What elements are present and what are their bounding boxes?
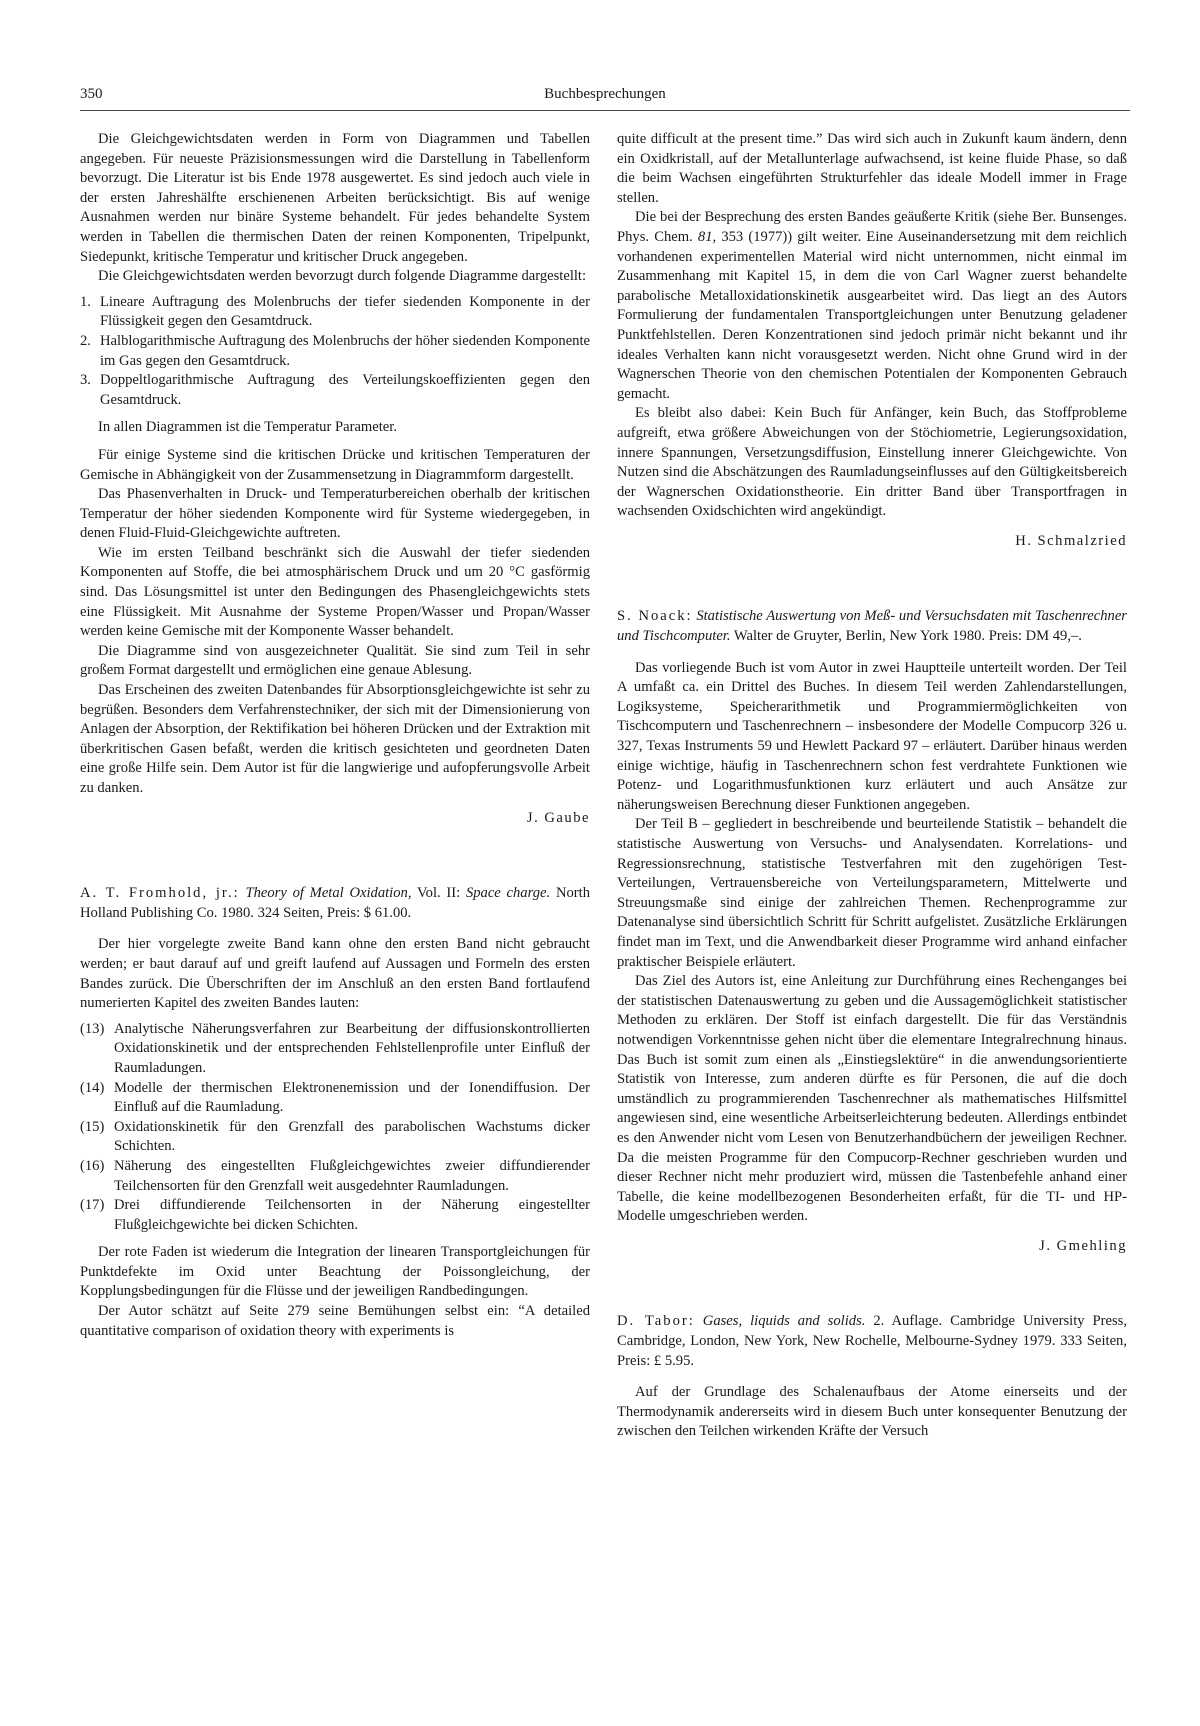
paragraph: In allen Diagrammen ist die Temperatur Parameter. [98,419,397,436]
list-item: (17) Drei diffundierende Teilchensorten in der Näherung eingestellter Flußgleichgewichte bei dicken Schichten. [80,1197,590,1233]
paragraph: Das Phasenverhalten in Druck- und Temperaturbereichen oberhalb der kritischen Temperatur der höher siedenden Komponente wird für Systeme wiedergegeben, in denen Fluid-Fluid-Gleichgewichte auftreten. [80,486,590,542]
book-title: Gases, liquids and solids. [702,1313,866,1330]
paragraph: Der rote Faden ist wiederum die Integration der linearen Transportgleichungen für Punktdefekte im Oxid unter Beachtung der Poissongleichung, der Kopplungsbedingungen für die Flüsse und der jeweiligen Randbedingungen. [80,1244,590,1300]
review-citation: A. T. Fromhold, jr.: Theory of Metal Oxidation, Vol. II: Space charge. North Holland Publishing Co. 1980. 324 Seiten, Preis: $ 61.00. [80,885,590,921]
paragraph: quite difficult at the present time.” Das wird sich auch in Zukunft kaum ändern, denn ein Oxidkristall, auf der Metallunterlage aufwachsend, ist keine fluide Phase, so daß die beim Wachsen eingeführten Strukturfehler das ideale Modell immer in Frage stellen. [617,131,1127,206]
right-column [617,130,1127,1442]
book-title: Theory of Metal Oxidation, [245,885,412,902]
paragraph: Der Teil B – gegliedert in beschreibende und beurteilende Statistik – behandelt die statistische Auswertung von Versuchs- und Analysendaten. Korrelations- und Regressionsrechnung, statistische Testverfahren mit den zugehörigen Test-Verteilungen, Vertrauensbereiche von Verteilungsparametern, Mittelwerte und Streuungsmaße sind einige der zahlreichen Themen. Rechenprogramme zur Datenanalyse sind übersichtlich Schritt für Schritt aufgelistet. Zusätzliche Erklärungen findet man im Text, und die Anwendbarkeit dieser Programme wird anhand einfacher praktischer Beispiele erläutert. [617,816,1127,970]
book-author: D. Tabor: [617,1313,695,1330]
list-item: 3. Doppeltlogarithmische Auftragung des Verteilungskoeffizienten gegen den Gesamtdruck. [80,372,590,408]
diagram-list [80,293,590,411]
chapter-list [80,1020,590,1236]
list-item: (15) Oxidationskinetik für den Grenzfall des parabolischen Wachstums dicker Schichten. [80,1118,590,1155]
paragraph: Das vorliegende Buch ist vom Autor in zwei Hauptteile unterteilt worden. Der Teil A umfaßt ca. ein Drittel des Buches. In diesem Teil werden Zahlendarstellungen, Logiksysteme, Speicherarithmetik und Programmiermöglichkeiten von Tischcomputern und Taschenrechnern – insbesondere der Modelle Compucorp 326 u. 327, Texas Instruments 59 und Hewlett Packard 97 – erläutert. Darüber hinaus werden einige wichtige, häufig in Taschenrechnern schon fest verdrahtete Funktionen wie Potenz- und Logarithmusfunktionen kurz erläutert und auch Ansätze zur näherungsweisen Berechnung dieser Funktionen angegeben. [617,659,1127,813]
list-item: 1. Lineare Auftragung des Molenbruchs der tiefer siedenden Komponente in der Flüssigkeit gegen den Gesamtdruck. [80,293,590,330]
paragraph: Das Erscheinen des zweiten Datenbandes für Absorptionsgleichgewichte ist sehr zu begrüßen. Besonders dem Verfahrenstechniker, der sich mit der Dimensionierung von Anlagen der Absorption, der Rektifikation bei höheren Drücken und der Extraktion mit überkritischen Gasen befaßt, werden die kritisch gesichteten und geordneten Daten eine große Hilfe sein. Dem Autor ist für die langwierige und aufopferungsvolle Arbeit zu danken. [80,682,590,796]
book-author: A. T. Fromhold, jr.: [80,885,240,902]
paragraph: Wie im ersten Teilband beschränkt sich die Auswahl der tiefer siedenden Komponenten auf Stoffe, die bei atmosphärischem Druck und um 20 °C gasförmig sind. Das Lösungsmittel ist unter den Bedingungen des Phasengleichgewichts stets eine Flüssigkeit. Mit Ausnahme der Systeme Propen/Wasser und Propan/Wasser werden keine Gemische mit der Komponente Wasser behandelt. [80,544,590,640]
book-author: S. Noack: [617,608,693,625]
paragraph: Die Gleichgewichtsdaten werden in Form von Diagrammen und Tabellen angegeben. Für neueste Präzisionsmessungen wird die Darstellung in Tabellenform bevorzugt. Die Literatur ist bis Ende 1978 ausgewertet. Es sind jedoch auch viele in der ersten Jahreshälfte erschienenen Arbeiten berücksichtigt. Bis auf wenige Ausnahmen werden nur binäre Systeme behandelt. Für jedes behandelte System werden in Tabellen die thermischen Daten der reinen Komponenten, Tripelpunkt, Siedepunkt, kritische Temperatur und kritischer Druck angegeben. [80,131,590,265]
review-citation: D. Tabor: Gases, liquids and solids. 2. Auflage. Cambridge University Press, Cambridge, London, New York, New Rochelle, Melbourne-Sydney 1979. 333 Seiten, Preis: £ 5.95. [617,1313,1128,1369]
paragraph: Die Gleichgewichtsdaten werden bevorzugt durch folgende Diagramme dargestellt: [98,268,587,285]
list-item: (16) Näherung des eingestellten Flußgleichgewichtes zweier diffundierender Teilchensorten für den Grenzfall weit ausgedehnter Raumladungen. [80,1157,590,1194]
list-item: 2. Halblogarithmische Auftragung des Molenbruchs der höher siedenden Komponente im Gas gegen den Gesamtdruck. [80,332,590,369]
paragraph: Die Diagramme sind von ausgezeichneter Qualität. Sie sind zum Teil in sehr großem Format dargestellt und ermöglichen eine genaue Ablesung. [80,642,590,679]
reviewer-signature: J. Gmehling [1039,1237,1127,1254]
paragraph: Der hier vorgelegte zweite Band kann ohne den ersten Band nicht gebraucht werden; er baut darauf auf und greift laufend auf Aussagen und Formeln des ersten Bandes zurück. Die Überschriften der im Anschluß an den ersten Band fortlaufend numerierten Kapitel des zweiten Bandes lauten: [80,936,590,1012]
paragraph: Auf der Grundlage des Schalenaufbaus der Atome einerseits und der Thermodynamik andererseits wird in diesem Buch unter konsequenter Benutzung der zwischen den Teilchen wirkenden Kräfte der Versuch [617,1384,1127,1440]
paragraph: Für einige Systeme sind die kritischen Drücke und kritischen Temperaturen der Gemische in Abhängigkeit von der Zusammensetzung in Diagrammform dargestellt. [80,446,590,483]
reviewer-signature: H. Schmalzried [1015,532,1127,549]
book-title: Statistische Auswertung von Meß- und Versuchsdaten mit Taschenrechner und Tischcomputer. [617,608,1127,645]
paragraph: Das Ziel des Autors ist, eine Anleitung zur Durchführung eines Rechenganges bei der statistischen Datenauswertung zu geben und die Aussagemöglichkeit statistischer Methoden zu erklären. Der Stoff ist einfach dargestellt. Die für das Verständnis notwendigen Vorkenntnisse gehen nicht über die elementare Integralrechnung hinaus. Das Buch ist somit zum einen als „Einstiegslektüre“ in die anwendungsorientierte Statistik von Interesse, zum anderen dürfte es für Personen, die auf die doch umständlich zu programmierenden Taschenrechner als mathematisches Hilfsmittel angewiesen sind, eine wesentliche Arbeitserleichterung bedeuten. Allerdings entbindet es den Anwender nicht vom Lesen von Benutzerhandbüchern der jeweiligen Rechner. Da die meisten Programme für den Compucorp-Rechner geschrieben wurden und dieser Rechner nicht mehr produziert wird, müssen die Tastenbefehle anhand einer Tabelle, die keine modellbezogenen Besonderheiten erfaßt, für die TI- und HP-Modelle umgeschrieben werden. [617,973,1127,1225]
page-header [80,86,1130,111]
review-citation: S. Noack: Statistische Auswertung von Meß- und Versuchsdaten mit Taschenrechner und Tischcomputer. Walter de Gruyter, Berlin, New York 1980. Preis: DM 49,–. [617,608,1127,645]
paragraph: Es bleibt also dabei: Kein Buch für Anfänger, kein Buch, das Stoffprobleme aufgreift, etwa größere Abweichungen von der Stöchiometrie, Legierungsoxidation, innere Spannungen, Versetzungsdiffusion, Einstellung innerer Gleichgewichte. Von Nutzen sind die Abschätzungen des Raumladungseinflusses auf den Gültigkeitsbereich der Wagnerschen Oxidationstheorie. Ein dritter Band über Transportfragen in wachsenden Oxidschichten wird angekündigt. [617,405,1127,520]
running-title: Buchbesprechungen [544,86,666,102]
left-column [80,130,590,1341]
paragraph: Der Autor schätzt auf Seite 279 seine Bemühungen selbst ein: “A detailed quantitative comparison of oxidation theory with experiments is [80,1303,590,1339]
paragraph: Die bei der Besprechung des ersten Bandes geäußerte Kritik (siehe Ber. Bunsenges. Phys. Chem. 81, 353 (1977)) gilt weiter. Eine Auseinandersetzung mit dem reichlich vorhandenen experimentellen Material wird nicht unternommen, nicht einmal im Zusammenhang mit Kapitel 15, in dem die von Carl Wagner zuerst behandelte parabolische Metalloxidationskinetik ausgearbeitet wird. Das liegt an des Autors Formulierung der fundamentalen Transportgleichungen unter Benutzung geladener Punktfehlstellen. Deren Konzentrationen sind jedoch primär nicht bekannt und ihr ideales Verhalten kann nicht vorausgesetzt werden. Nicht ohne Grund wird in der Wagnerschen Theorie von den chemischen Potentialen der Komponenten Gebrauch gemacht. [617,209,1127,402]
list-item: (14) Modelle der thermischen Elektronenemission und der Ionendiffusion. Der Einfluß auf die Raumladung. [80,1079,590,1116]
reviewer-signature: J. Gaube [526,809,590,826]
list-item: (13) Analytische Näherungsverfahren zur Bearbeitung der diffusionskontrollierten Oxidationskinetik und der entsprechenden Fehlstellenprofile unter Einfluß der Raumladungen. [80,1020,590,1076]
page-number: 350 [80,86,103,102]
